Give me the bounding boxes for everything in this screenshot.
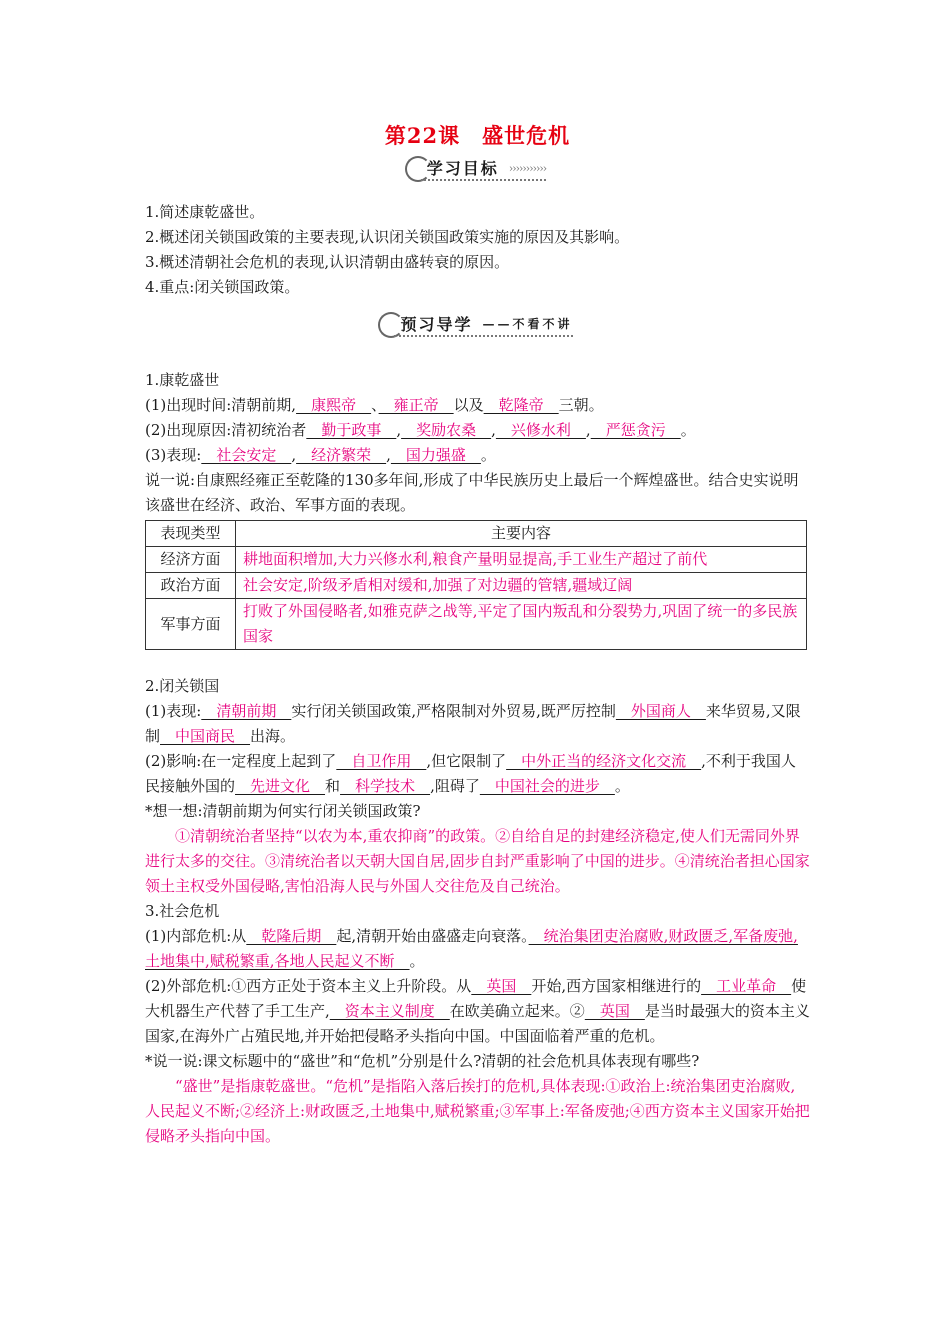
objective-item: 4.重点:闭关锁国政策。 — [145, 278, 300, 296]
table-header: 表现类型 — [146, 521, 236, 547]
answer-blank: 英国 — [584, 1002, 645, 1020]
badge-suffix: ——不看不讲 — [482, 316, 573, 331]
discussion-answer: “盛世”是指康乾盛世。“危机”是指陷入落后挨打的危机,具体表现:①政治上:统治集团吏治腐败,人民起义不断;②经济上:财政匮乏,土地集中,赋税繁重;③军事上:军备废弛;④西方资本主义国家开始把侵略矛头指向中国。 — [145, 1077, 810, 1145]
answer-blank: 乾隆帝 — [483, 396, 559, 414]
page-title: 第22课 盛世危机 — [384, 123, 571, 148]
answer-blank: 康熙帝 — [296, 396, 372, 414]
performance-table — [145, 520, 807, 650]
objective-item: 1.简述康乾盛世。 — [145, 203, 265, 221]
answer-blank: 严惩贪污 — [590, 421, 681, 439]
section-heading: 3.社会危机 — [145, 902, 220, 920]
answer-blank: 中国商民 — [160, 727, 251, 745]
table-row: 军事方面 打败了外国侵略者,如雅克萨之战等,平定了国内叛乱和分裂势力,巩固了统一的多民族国家 — [146, 599, 807, 650]
objective-item: 2.概述闭关锁国政策的主要表现,认识闭关锁国政策实施的原因及其影响。 — [145, 228, 630, 246]
objectives-list — [145, 200, 810, 300]
answer-blank: 自卫作用 — [336, 752, 427, 770]
answer-blank: 统治集团吏治腐败,财政匮乏,军备废弛,土地集中,赋税繁重,各地人民起义不断 — [145, 927, 798, 970]
table-row: 政治方面 社会安定,阶级矛盾相对缓和,加强了对边疆的管辖,疆域辽阔 — [146, 573, 807, 599]
answer-blank: 英国 — [471, 977, 532, 995]
answer-blank: 科学技术 — [340, 777, 431, 795]
think-answer: ①清朝统治者坚持“以农为本,重农抑商”的政策。②自给自足的封建经济稳定,使人们无需同外界进行太多的交往。③清统治者以天朝大国自居,固步自封严重影响了中国的进步。④清统治者担心国家领土主权受外国侵略,害怕沿海人民与外国人交往危及自己统治。 — [145, 827, 810, 895]
section-heading: 1.康乾盛世 — [145, 371, 220, 389]
answer-blank: 经济繁荣 — [296, 446, 387, 464]
objective-item: 3.概述清朝社会危机的表现,认识清朝由盛转衰的原因。 — [145, 253, 510, 271]
question-internal: (1)内部危机:从 乾隆后期 起,清朝开始由盛盛走向衰落。 统治集团吏治腐败,财政匮乏,军备废弛,土地集中,赋税繁重,各地人民起义不断 。 — [145, 927, 798, 970]
badge-label: 预习导学 — [400, 314, 473, 334]
question-external: (2)外部危机:①西方正处于资本主义上升阶段。从 英国 开始,西方国家相继进行的 工业革命 使大机器生产代替了手工生产, 资本主义制度 在欧美确立起来。② 英国 是当时最强大的资本主义国家,在海外广占殖民地,并开始把侵略矛头指向中国。中国面临着严重的危机。 — [145, 977, 810, 1045]
table-row: 经济方面 耕地面积增加,大力兴修水利,粮食产量明显提高,手工业生产超过了前代 — [146, 547, 807, 573]
answer-blank: 外国商人 — [615, 702, 706, 720]
question-performance: (3)表现: 社会安定 , 经济繁荣 , 国力强盛 。 — [145, 446, 496, 464]
badge-label: 学习目标 — [426, 158, 499, 178]
question-impact: (2)影响:在一定程度上起到了 自卫作用 ,但它限制了 中外正当的经济文化交流 ,不利于我国人民接触外国的 先进文化 和 科学技术 ,阻碍了 中国社会的进步 。 — [145, 752, 796, 795]
answer-blank: 兴修水利 — [495, 421, 586, 439]
section-badge-objectives — [145, 152, 810, 188]
section-heading: 2.闭关锁国 — [145, 677, 220, 695]
section-badge-preview — [145, 308, 810, 344]
answer-blank: 乾隆后期 — [246, 927, 337, 945]
section-crisis — [145, 899, 810, 1149]
answer-blank: 国力强盛 — [390, 446, 481, 464]
document-page — [145, 122, 810, 1149]
answer-blank: 资本主义制度 — [329, 1002, 450, 1020]
answer-blank: 奖励农桑 — [401, 421, 492, 439]
discussion-prompt: 说一说:自康熙经雍正至乾隆的130多年间,形成了中华民族历史上最后一个辉煌盛世。结合史实说明该盛世在经济、政治、军事方面的表现。 — [145, 471, 799, 514]
section-biguan — [145, 674, 810, 899]
answer-blank: 先进文化 — [235, 777, 326, 795]
question-time: (1)出现时间:清朝前期, 康熙帝 、 雍正帝 以及 乾隆帝 三朝。 — [145, 396, 604, 414]
section-kangqian — [145, 368, 810, 650]
discussion-prompt: *说一说:课文标题中的“盛世”和“危机”分别是什么?清朝的社会危机具体表现有哪些? — [145, 1052, 700, 1070]
answer-blank: 勤于政事 — [306, 421, 397, 439]
question-performance: (1)表现: 清朝前期 实行闭关锁国政策,严格限制对外贸易,既严厉控制 外国商人 来华贸易,又限制 中国商民 出海。 — [145, 702, 801, 745]
answer-blank: 社会安定 — [201, 446, 292, 464]
think-prompt: *想一想:清朝前期为何实行闭关锁国政策? — [145, 802, 421, 820]
answer-blank: 清朝前期 — [201, 702, 292, 720]
arrows-icon: ››››››››››› — [508, 161, 547, 175]
answer-blank: 雍正帝 — [378, 396, 454, 414]
question-reason: (2)出现原因:清初统治者 勤于政事 , 奖励农桑 , 兴修水利 , 严惩贪污 。 — [145, 421, 696, 439]
answer-blank: 工业革命 — [701, 977, 792, 995]
answer-blank: 中国社会的进步 — [479, 777, 615, 795]
answer-blank: 中外正当的经济文化交流 — [506, 752, 702, 770]
table-header: 主要内容 — [236, 521, 807, 547]
